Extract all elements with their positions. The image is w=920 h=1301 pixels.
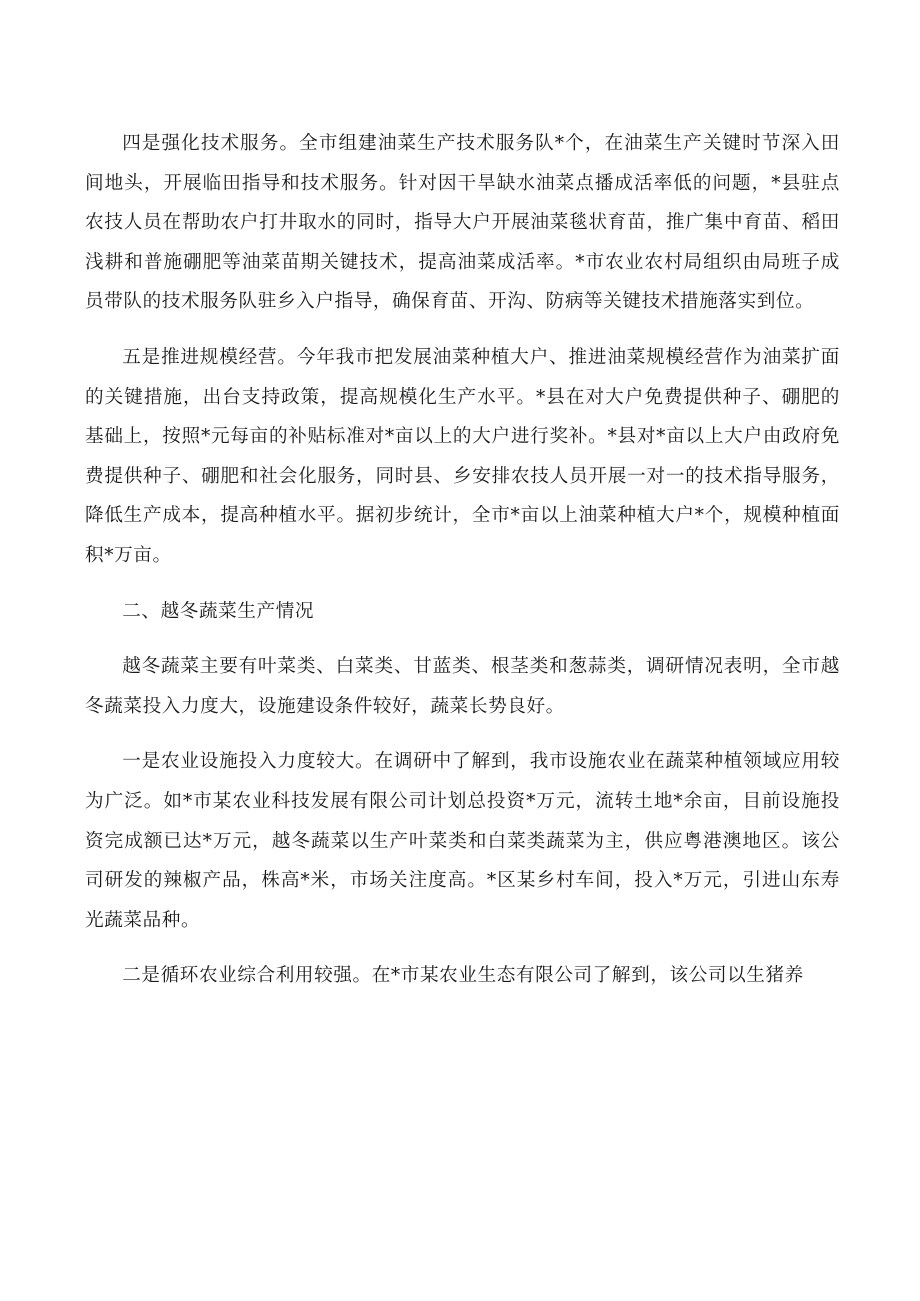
paragraph-circular-agriculture: 二是循环农业综合利用较强。在*市某农业生态有限公司了解到，该公司以生猪养 [122,965,804,987]
paragraph-facility-investment: 一是农业设施投入力度较大。在调研中了解到，我市设施农业在蔬菜种植领域应用较为广泛。如*市某农业科技发展有限公司计划总投资*万元，流转土地*余亩，目前设施投资完成额已达*万元，越冬蔬菜以生产叶菜类和白菜类蔬菜为主，供应粤港澳地区。该公司研发的辣椒产品，株高*米，市场关注度高。*区某乡村车间，投入*万元，引进山东寿光蔬菜品种。 [85,751,840,931]
section-heading-winter-vegetables: 二、越冬蔬菜生产情况 [122,600,315,622]
paragraph-winter-vegetables-overview: 越冬蔬菜主要有叶菜类、白菜类、甘蓝类、根茎类和葱蒜类，调研情况表明，全市越冬蔬菜投入力度大，设施建设条件较好，蔬菜长势良好。 [85,656,840,717]
paragraph-scale-operation: 五是推进规模经营。今年我市把发展油菜种植大户、推进油菜规模经营作为油菜扩面的关键措施，出台支持政策，提高规模化生产水平。*县在对大户免费提供种子、硼肥的基础上，按照*元每亩的补贴标准对*亩以上的大户进行奖补。*县对*亩以上大户由政府免费提供种子、硼肥和社会化服务，同时县、乡安排农技人员开展一对一的技术指导服务，降低生产成本，提高种植水平。据初步统计，全市*亩以上油菜种植大户*个，规模种植面积*万亩。 [85,346,840,566]
document-body [85,124,840,1012]
paragraph-technical-service: 四是强化技术服务。全市组建油菜生产技术服务队*个，在油菜生产关键时节深入田间地头，开展临田指导和技术服务。针对因干旱缺水油菜点播成活率低的问题，*县驻点农技人员在帮助农户打井取水的同时，指导大户开展油菜毯状育苗，推广集中育苗、稻田浅耕和普施硼肥等油菜苗期关键技术，提高油菜成活率。*市农业农村局组织由局班子成员带队的技术服务队驻乡入户指导，确保育苗、开沟、防病等关键技术措施落实到位。 [85,133,840,313]
